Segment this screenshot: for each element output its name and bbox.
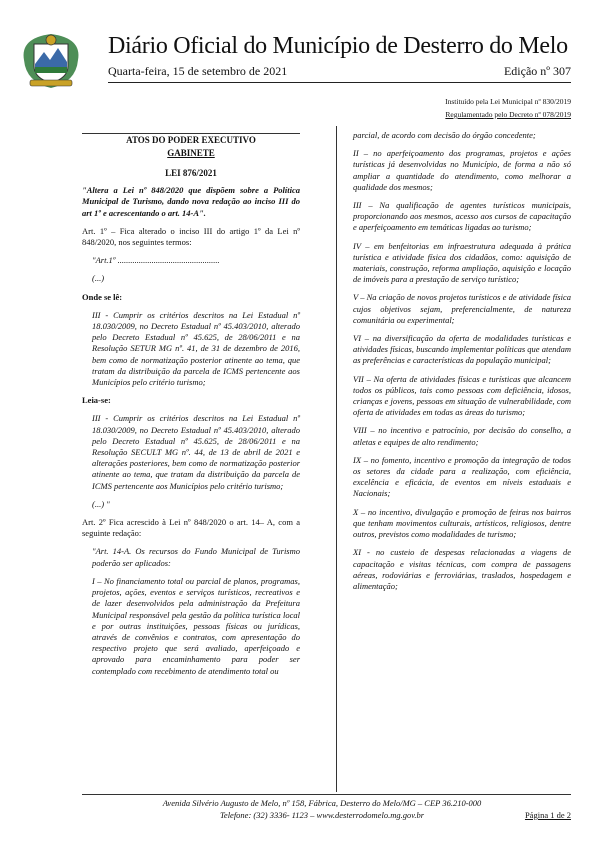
page-number: Página 1 de 2: [524, 810, 571, 820]
header-divider: [108, 82, 571, 83]
edition-number: Edição nº 307: [503, 64, 571, 78]
article-14a: "Art. 14-A. Os recursos do Fundo Municipal de Turismo poderão ser aplicados:: [92, 546, 300, 568]
item-xi: XI - no custeio de despesas relacionadas a viagens de capacitação e visitas técnicas, com compra de passagens aéreas, rodoviárias e ferroviárias, traslados, hospedagem e alimentação;: [353, 547, 571, 591]
law-title: LEI 876/2021: [165, 168, 217, 178]
item-ii: II – no aperfeiçoamento dos programas, projetos e ações turísticas já desenvolvidas no Município, de forma a não só ampliar a quantidade do atendimento, como melhorar a qualidade dos mesmos;: [353, 148, 571, 192]
footer-contact: Telefone: (32) 3336- 1123 – www.desterrodomelo.mg.gov.br: [219, 810, 425, 820]
item-viii: VIII – no incentivo e patrocínio, por decisão do conselho, a atletas e equipes de alto rendimento;: [353, 425, 571, 447]
section-subtitle: GABINETE: [167, 148, 215, 158]
item-ix: IX – no fomento, incentivo e promoção da integração de todos os setores da cidade para a realização, com eficiência, excelência e eficácia, de eventos em níveis estaduais e Nacionais;: [353, 454, 571, 499]
item-i: I – No financiamento total ou parcial de planos, programas, projetos, ações, eventos e serviços turísticos, recreativos e de lazer desenvolvidos pela administração da Prefeitura Municipal responsável pela gestão da política turística local e por outras instituições, pessoas físicas ou jurídicas, através de convênios e contratos, com apresentação do respectivo projeto que será avaliado, aperfeiçoado e aprovado para encaminhamento para poder ser contemplado com recebimento de atendimento total ou: [92, 575, 300, 676]
where-it-reads-label: Onde se lê:: [82, 291, 123, 302]
issue-date: Quarta-feira, 15 de setembro de 2021: [108, 64, 288, 78]
ellipsis: (...): [92, 273, 105, 284]
item-x: X – no incentivo, divulgação e promoção de feiras nos bairros que tenham movimentos culturais, artísticos, religiosos, dentre outros, previstos como modalidades de turismo;: [353, 506, 571, 540]
item-iv: IV – em benfeitorias em infraestrutura adequada à prática turística e atividade física dos cidadãos, como: aquisição de materiais, construção, reforma ampliação, aquisição e locação de imóveis para a prestação de serviço turístico;: [353, 240, 571, 285]
institution-line: Instituído pela Lei Municipal nº 830/2019: [445, 97, 571, 106]
left-column: [82, 130, 300, 684]
section-title: ATOS DO PODER EXECUTIVO: [126, 135, 256, 145]
item-i-continuation: parcial, de acordo com decisão do órgão concedente;: [353, 130, 536, 140]
article-1: Art. 1º – Fica alterado o inciso III do artigo 1º da Lei nº 848/2020, nos seguintes termos:: [82, 225, 300, 248]
page-title: Diário Oficial do Município de Desterro do Melo: [108, 33, 568, 59]
right-column: [353, 130, 571, 599]
municipal-coat-of-arms-icon: [18, 30, 84, 92]
footer: [82, 797, 562, 821]
section-heading: [82, 133, 300, 160]
institution-line: Regulamentado pelo Decreto nº 078/2019: [445, 110, 571, 119]
article-1-quote: "Art.1º ................................................: [92, 255, 220, 266]
item-vi: VI – na diversificação da oferta de modalidades turísticas e atividades físicas, buscando implementar políticas que atendam as preferências e características da população municipal;: [353, 333, 571, 366]
law-summary: "Altera a Lei nº 848/2020 que dispõem sobre a Política Municipal de Turismo, dando nova redação ao inciso III do art 1º e acrescentando o art. 14-A".: [82, 185, 300, 218]
institution-note: [445, 95, 571, 121]
ellipsis: (...) ": [92, 498, 110, 509]
article-2: Art. 2º Fica acrescido à Lei nº 848/2020 o art. 14– A, com a seguinte redação:: [82, 517, 300, 539]
footer-divider: [82, 794, 571, 795]
column-divider: [336, 126, 337, 792]
item-iii: III – Na qualificação de agentes turísticos municipais, proporcionando aos mesmos, acesso aos cursos de capacitação e aperfeiçoamento em temáticas ligadas ao turismo;: [353, 200, 571, 233]
where-it-reads-text: III - Cumprir os critérios descritos na Lei Estadual nº 18.030/2009, no Decreto Estadual nº 45.403/2010, alterado pelo Decreto Estadual nº 45.625, de 28/06/2011 e na Resolução SETUR MG nº. 41, de 31 de dezembro de 2016, bem como de normatização posterior atinente ao tema, que tratam da distribuição da parcela de ICMS pertencente aos Municípios pelo critério turismo;: [92, 309, 300, 388]
footer-address: Avenida Silvério Augusto de Melo, nº 158, Fábrica, Desterro do Melo/MG – CEP 36.210-000: [162, 798, 482, 808]
item-v: V – Na criação de novos projetos turísticos e de atividade física cujos objetivos sejam, preferencialmente, de natureza comunitária ou experimental;: [353, 292, 571, 325]
read-as-label: Leia-se:: [82, 395, 111, 406]
item-vii: VII – Na oferta de atividades físicas e turísticas que alcancem todos os públicos, tais como pessoas com deficiência, idosos, crianças e jovens, pessoas em situação de vulnerabilidade, com oferta de atividades em todas as áreas do turismo;: [353, 373, 571, 418]
read-as-text: III - Cumprir os critérios descritos na Lei Estadual nº 18.030/2009, no Decreto Estadual nº 45.403/2010, alterado pelo Decreto Estadual nº 45.625, de 28/06/2011 e na Resolução SECULT MG nº. 44, de 13 de abril de 2021 e alterações posteriores, bem como de normatização posterior atinente ao tema, que tratam da distribuição da parcela de ICMS pertencente aos Municípios pelo critério turismo;: [92, 413, 300, 491]
